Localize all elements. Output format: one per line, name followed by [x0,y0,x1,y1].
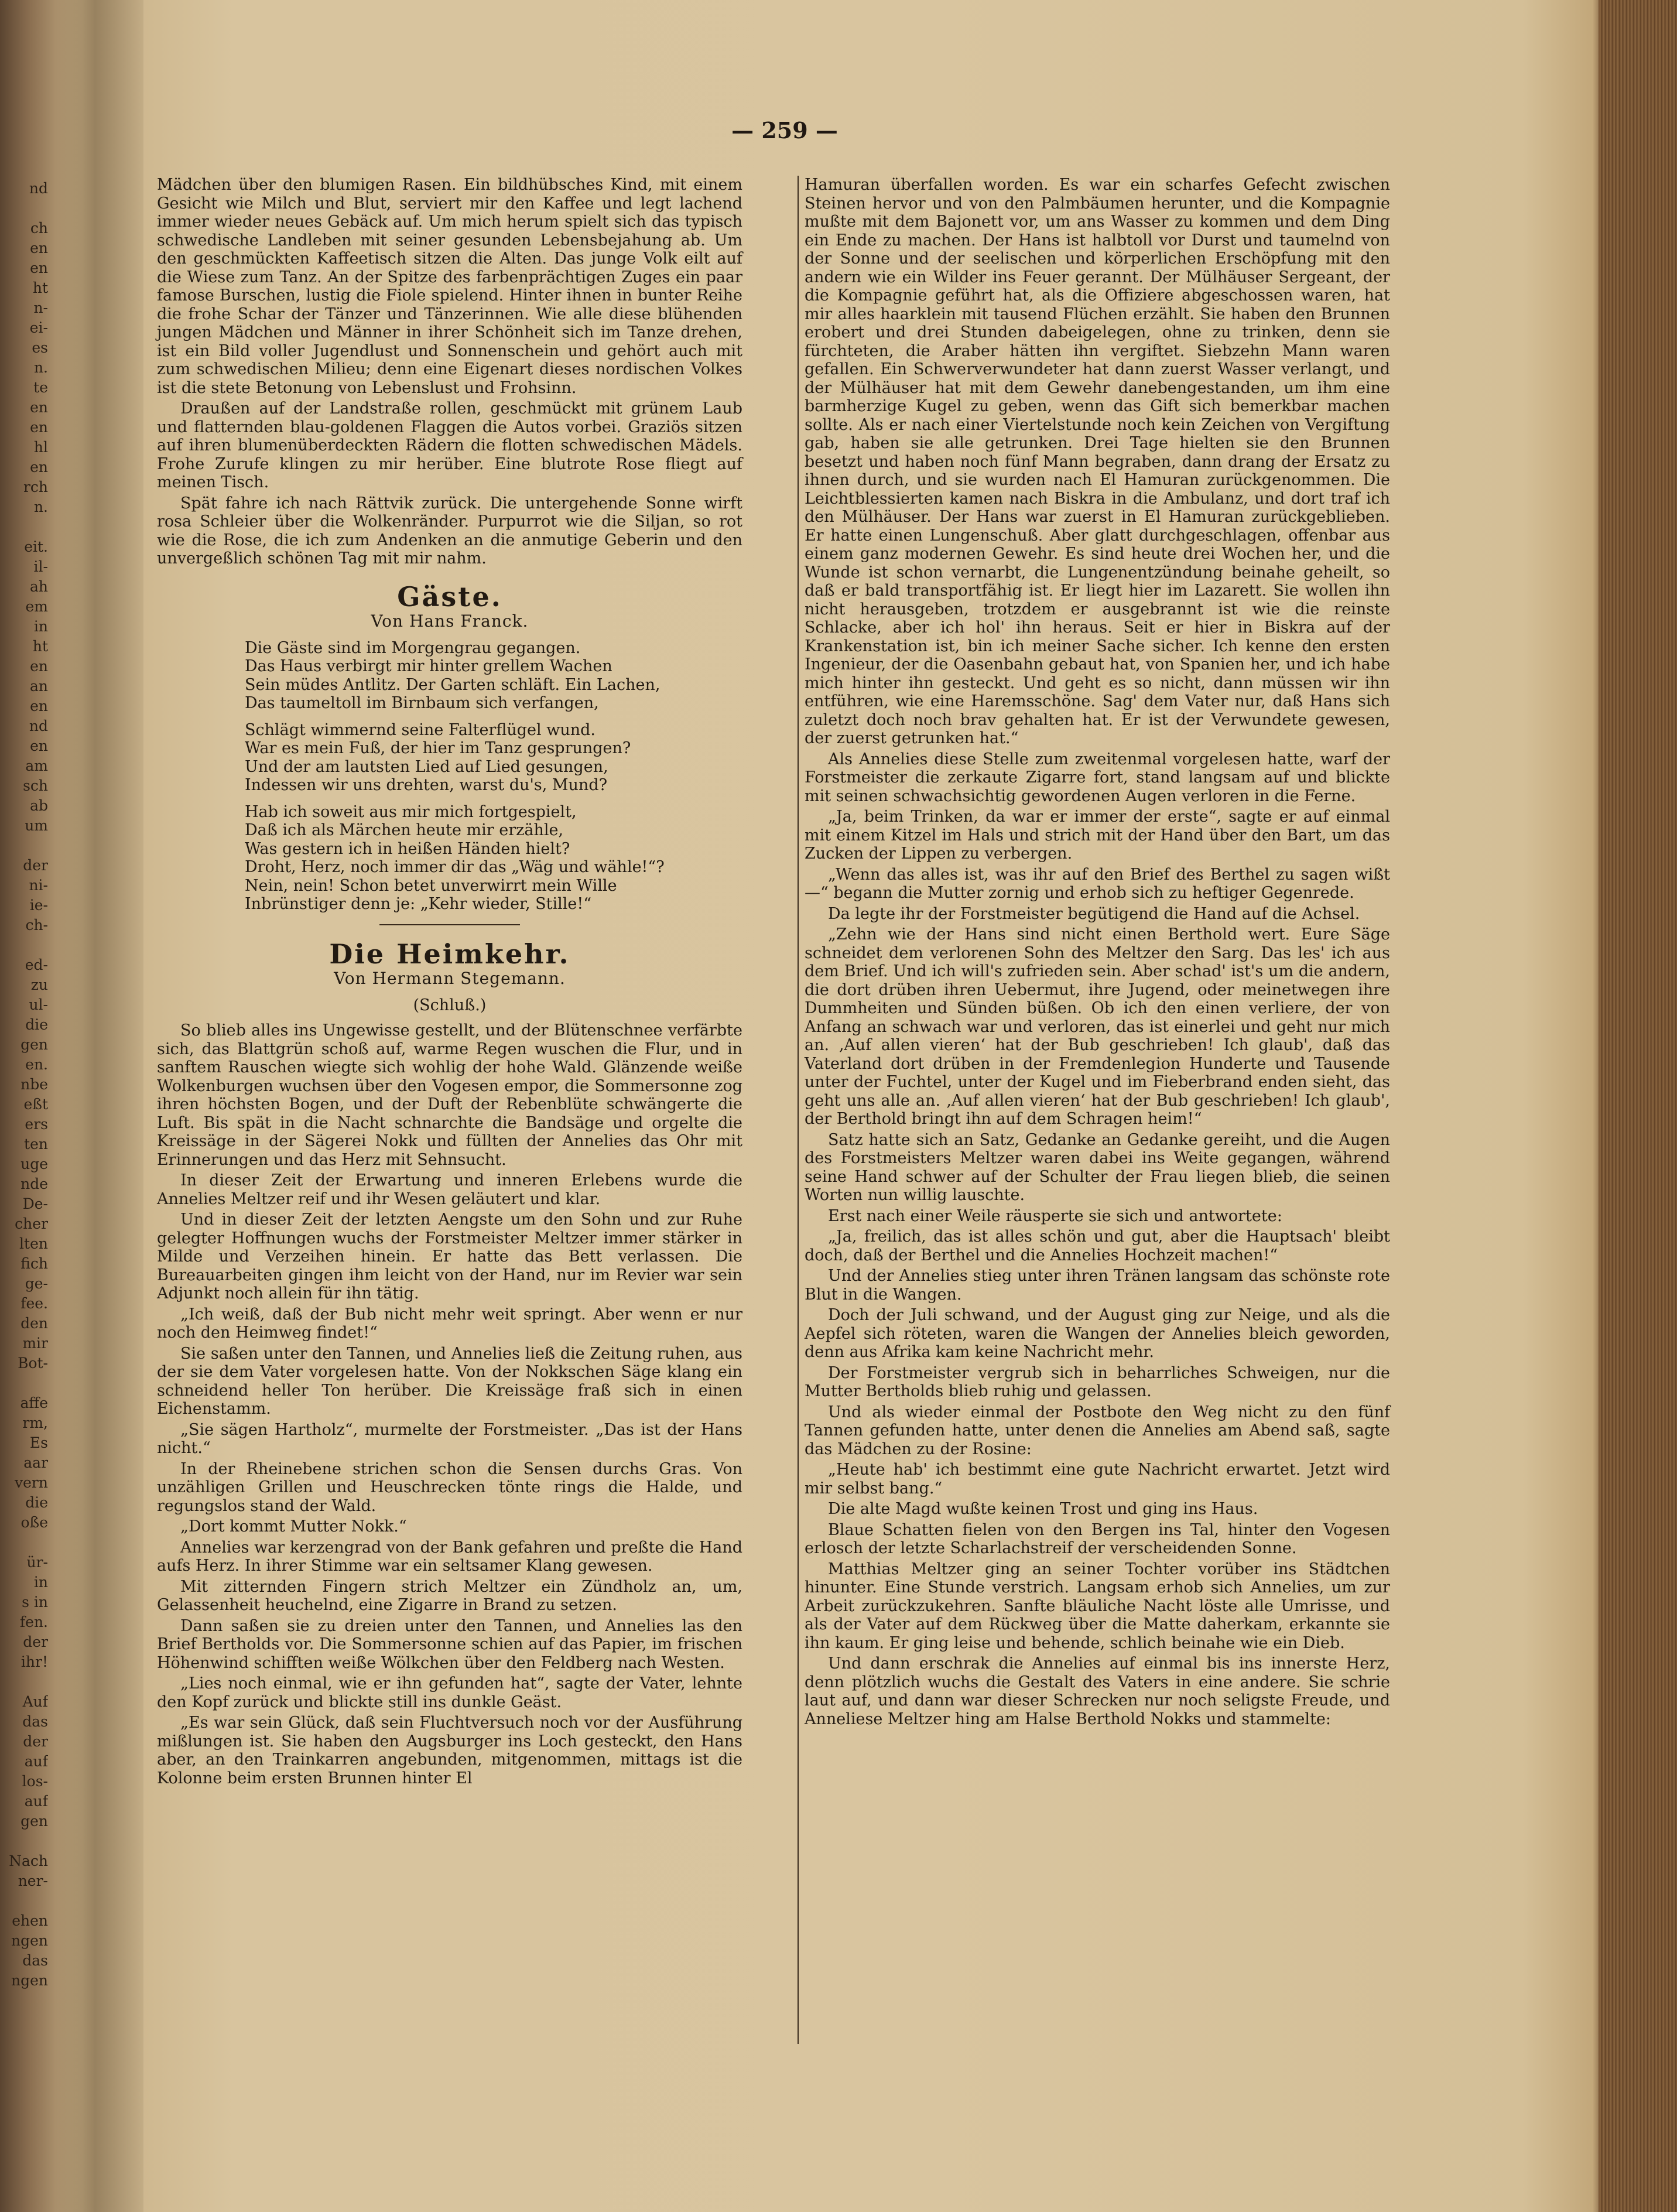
margin-fragment [2,1373,48,1393]
margin-fragment [2,1533,48,1553]
margin-fragment: en [30,259,48,276]
margin-fragment: s in [22,1594,48,1611]
margin-fragment: cher [15,1215,48,1232]
margin-fragment: te [33,379,48,396]
margin-fragment: ür- [26,1554,48,1571]
paragraph: Da legte ihr der Forstmeister begütigend die Hand auf die Achsel. [828,904,1360,923]
story-note: (Schluß.) [413,996,487,1014]
story-author: Von Hermann Stegemann. [334,969,566,988]
margin-fragment: hl [33,439,48,456]
margin-fragment: ner- [18,1872,48,1889]
margin-fragment: ge- [25,1275,48,1292]
margin-fragment: die [25,1494,48,1511]
margin-fragment: Auf [22,1693,48,1710]
paragraph: „Dort kommt Mutter Nokk.“ [180,1517,407,1536]
story-title: Die Heimkehr. [329,938,570,970]
book-page-edges [1599,0,1677,2212]
margin-fragment: en [30,737,48,754]
margin-fragment: den [20,1315,48,1332]
margin-fragment: Nach [9,1852,48,1869]
poem-line: Hab ich soweit aus mir mich fortgespielt, [245,802,577,821]
poem-title: Gäste. [397,580,502,613]
margin-fragment [2,199,48,218]
margin-fragment: gen [20,1813,48,1830]
margin-fragment: en [30,399,48,416]
margin-fragment: ht [32,638,48,655]
margin-fragment: n- [33,299,48,316]
margin-fragment: Bot- [18,1355,48,1372]
poem-line: Droht, Herz, noch immer dir das „Wäg und wähle!“? [245,858,665,876]
paragraph: „Ja, beim Trinken, da war er immer der erste“, sagte er auf einmal mit einem Kitzel im Hals und strich mit der Hand über den Bart, um das Zucken der Lippen zu verbergen. [805,808,1390,863]
margin-fragment: nd [29,180,48,197]
poem-line: Schlägt wimmernd seine Falterflügel wund. [245,720,595,739]
margin-fragment: fen. [19,1613,48,1630]
margin-fragment [2,836,48,856]
margin-fragment: n. [33,498,48,515]
margin-fragment: il- [33,558,48,575]
poem-stanza [245,721,742,795]
paragraph: Als Annelies diese Stelle zum zweitenmal vorgelesen hatte, warf der Forstmeister die zerkaute Zigarre fort, stand langsam auf und blickte mit seinen schwachsichtig gewordenen Augen verloren in die Ferne. [805,750,1390,805]
margin-fragment: ul- [29,996,48,1013]
margin-fragment: der [23,1733,48,1750]
poem-line: War es mein Fuß, der hier im Tanz gesprungen? [245,739,631,757]
poem-line: Inbrünstiger denn je: „Kehr wieder, Stille!“ [245,895,592,913]
margin-fragment: der [23,1633,48,1650]
margin-fragment: es [32,339,48,356]
margin-fragment: gen [20,1036,48,1053]
paragraph: „Lies noch einmal, wie er ihn gefunden hat“, sagte der Vater, lehnte den Kopf zurück und blickte still ins dunkle Geäst. [157,1674,742,1711]
margin-fragment: rm, [22,1414,48,1431]
margin-fragment: en. [25,1056,48,1073]
paragraph: Und als wieder einmal der Postbote den Weg nicht zu den fünf Tannen gefunden hatte, unter denen die Annelies am Abend saß, sagte das Mädchen zu der Rosine: [805,1403,1390,1458]
paragraph: In dieser Zeit der Erwartung und inneren Erlebens wurde die Annelies Meltzer reif und ihr Wesen geläutert und klar. [157,1171,742,1208]
margin-fragment: an [29,678,48,695]
poem-stanza [245,639,742,713]
margin-fragment: in [33,1574,48,1591]
margin-fragment: in [33,618,48,635]
paragraph: Und dann erschrak die Annelies auf einmal bis ins innerste Herz, denn plötzlich wuchs die Gestalt des Vaters in eine andere. Sie schrie laut auf, und dann war dieser Schrecken nur noch seligste Freude, und Anneliese Meltzer hing am Halse Berthold Nokks und stammelte: [805,1654,1390,1728]
paragraph: Matthias Meltzer ging an seiner Tochter vorüber ins Städtchen hinunter. Eine Stunde verstrich. Langsam erhob sich Annelies, um zur Arbeit zurückzukehren. Sanfte bläuliche Nacht löste alle Umrisse, und als der Vater auf dem Rückweg über die Matte daherkam, erkannte sie ihn kaum. Er ging leise und behende, schlich beinahe wie ein Dieb. [805,1560,1390,1652]
paragraph: Annelies war kerzengrad von der Bank gefahren und preßte die Hand aufs Herz. In ihrer Stimme war ein seltsamer Klang gewesen. [157,1538,742,1575]
poem-line: Das Haus verbirgt mir hinter grellem Wachen [245,657,612,675]
paragraph: Doch der Juli schwand, und der August ging zur Neige, und als die Aepfel sich röteten, waren die Wangen der Annelies bleich geworden, denn aus Afrika kam keine Nachricht mehr. [805,1306,1390,1361]
poem-line: Sein müdes Antlitz. Der Garten schläft. Ein Lachen, [245,675,660,694]
paragraph: So blieb alles ins Ungewisse gestellt, und der Blütenschnee verfärbte sich, das Blattgrün schoß auf, warme Regen wuschen die Flur, und in sanftem Rauschen wiegte sich wohlig der hohe Wald. Glänzende weiße Wolkenburgen wuchsen über den Vogesen empor, die Sommersonne zog ihren höchsten Bogen, und der Duft der Rebenblüte schwängerte die Luft. Bis spät in die Nacht schnarchte die Bandsäge und orgelte die Kreissäge in der Sägerei Nokk und füllten der Annelies das Ohr mit Erinnerungen und das Herz mit Sehnsucht. [157,1021,742,1169]
margin-fragment: Es [29,1434,48,1451]
paragraph: Mädchen über den blumigen Rasen. Ein bildhübsches Kind, mit einem Gesicht wie Milch und Blut, serviert mir den Kaffee und legt lachend immer wieder neues Gebäck auf. Um mich herum spielt sich das typisch schwedische Landleben mit seiner gesunden Lebensbejahung ab. Um den geschmückten Kaffeetisch sitzen die Alten. Das junge Volk eilt auf die Wiese zum Tanz. An der Spitze des farbenprächtigen Zuges ein paar famose Burschen, lustig die Fiole spielend. Hinter ihnen in bunter Reihe die frohe Schar der Tänzer und Tänzerinnen. Wie alle diese blühenden jungen Mädchen und Männer in ihrer Schönheit sich im Tanze drehen, ist ein Bild voller Jugendlust und Sonnenschein und gehört auch mit zum schwedischen Milieu; denn eine Eigenart dieses nordischen Volkes ist die stete Betonung von Lebenslust und Frohsinn. [157,176,742,397]
paragraph: „Wenn das alles ist, was ihr auf den Brief des Berthel zu sagen wißt —“ begann die Mutter zornig und erhob sich zu heftiger Gegenrede. [805,865,1390,902]
margin-fragment: ed- [25,956,48,973]
paragraph: Die alte Magd wußte keinen Trost und ging ins Haus. [828,1500,1258,1518]
margin-fragment: en [30,240,48,257]
margin-fragment: eit. [24,538,48,555]
margin-fragment: ngen [11,1972,48,1989]
margin-fragment: auf [24,1753,48,1770]
poem-line: Daß ich als Märchen heute mir erzähle, [245,821,564,839]
paragraph: „Heute hab' ich bestimmt eine gute Nachricht erwartet. Jetzt wird mir selbst bang.“ [805,1461,1390,1498]
margin-fragment: oße [20,1514,48,1531]
poem-line: Und der am lautsten Lied auf Lied gesungen, [245,757,608,776]
paragraph: Mit zitternden Fingern strich Meltzer ein Zündholz an, um, Gelassenheit heuchelnd, eine Zigarre in Brand zu setzen. [157,1577,742,1614]
paragraph: Satz hatte sich an Satz, Gedanke an Gedanke gereiht, und die Augen des Forstmeisters Meltzer waren dabei ins Weite gegangen, während seine Hand schwer auf der Schulter der Frau liegen blieb, die seinen Worten nun willig lauschte. [805,1130,1390,1204]
margin-fragment [2,1831,48,1851]
left-column [157,176,742,1790]
poem-line: Nein, nein! Schon betet unverwirrt mein Wille [245,876,617,895]
margin-fragment: ni- [29,877,48,894]
poem-line: Das taumeltoll im Birnbaum sich verfangen, [245,694,599,712]
facing-page-fragments [2,179,48,1991]
poem-line: Was gestern ich in heißen Händen hielt? [245,839,570,858]
paragraph: Blaue Schatten fielen von den Bergen ins Tal, hinter den Vogesen erlosch der letzte Scharlachstreif der verscheidenden Sonne. [805,1520,1390,1557]
margin-fragment: rch [23,478,48,495]
page-number: — 259 — [731,117,838,143]
article-continuation [157,176,742,568]
section-divider [379,924,520,925]
paragraph: „Ja, freilich, das ist alles schön und gut, aber die Hauptsach' bleibt doch, daß der Berthel und die Annelies Hochzeit machen!“ [805,1228,1390,1264]
margin-fragment: ten [24,1136,48,1153]
paragraph: „Ich weiß, daß der Bub nicht mehr weit springt. Aber wenn er nur noch den Heimweg findet!“ [157,1305,742,1342]
margin-fragment: mir [22,1335,48,1352]
margin-fragment: los- [22,1773,48,1790]
paragraph: „Zehn wie der Hans sind nicht einen Berthold wert. Eure Säge schneidet dem verlorenen Sohn des Meltzer den Sarg. Das les' ich aus dem Brief. Und ich will's zufrieden sein. Aber schad' ist's um die andern, die dort drüben ihren Uebermut, ihre Jugend, oder meinetwegen ihre Dummheiten und Sünden büßen. Ob ich den einen verliere, der von Anfang an schwach war und verloren, das ist einerlei und geht nur mich an. ‚Auf allen vieren‘ hat der Bub geschrieben! Ich glaub', daß das Vaterland dort drüben in der Fremdenlegion Hunderte und Tausende unter der Fuchtel, unter der Kugel und im Fieberbrand enden sieht, das geht uns alle an. ‚Auf allen vieren‘ hat der Bub geschrieben! Ich glaub', der Berthold bringt ihn auf dem Schragen heim!“ [805,925,1390,1128]
margin-fragment: ihr! [20,1653,48,1670]
margin-fragment: De- [22,1195,48,1212]
right-column [805,176,1390,1731]
paragraph: Erst nach einer Weile räusperte sie sich und antwortete: [828,1206,1282,1225]
column-rule [798,176,799,2044]
margin-fragment: aar [23,1454,48,1471]
margin-fragment: ers [25,1116,48,1133]
margin-fragment: fich [20,1255,48,1272]
paragraph: In der Rheinebene strichen schon die Sensen durchs Gras. Von unzähligen Grillen und Heuschrecken tönte rings die Halde, und regungslos stand der Wald. [157,1459,742,1515]
margin-fragment: ie- [29,897,48,914]
margin-fragment [2,1672,48,1692]
poem-line: Indessen wir uns drehten, warst du's, Mund? [245,776,608,794]
paragraph: Dann saßen sie zu dreien unter den Tannen, und Annelies las den Brief Bertholds vor. Die Sommersonne schien auf das Papier, im frischen Höhenwind schifften weiße Wölkchen über den Feldberg nach Westen. [157,1616,742,1672]
margin-fragment: sch [23,777,48,794]
poem-line: Die Gäste sind im Morgengrau gegangen. [245,638,581,657]
paragraph: „Es war sein Glück, daß sein Fluchtversuch noch vor der Ausführung mißlungen ist. Sie haben den Augsburger ins Loch gesteckt, den Hans aber, an den Trainkarren angebunden, mitgenommen, mittags ist die Kolonne beim ersten Brunnen hinter El [157,1714,742,1787]
margin-fragment: ngen [11,1932,48,1949]
margin-fragment: uge [20,1155,48,1172]
paragraph: Der Forstmeister vergrub sich in beharrliches Schweigen, nur die Mutter Bertholds blieb ruhig und gelassen. [805,1363,1390,1400]
margin-fragment: affe [20,1394,48,1411]
poem-body [245,639,742,914]
poem-stanza [245,803,742,914]
margin-fragment: en [30,459,48,476]
margin-fragment: fee. [20,1295,48,1312]
margin-fragment: ehen [12,1912,48,1929]
margin-fragment: em [25,598,48,615]
margin-fragment: auf [24,1793,48,1810]
margin-fragment: die [25,1016,48,1033]
margin-fragment: nde [20,1175,48,1192]
paragraph: Spät fahre ich nach Rättvik zurück. Die untergehende Sonne wirft rosa Schleier über die Wolkenränder. Purpurrot wie die Siljan, so rot wie die Rose, die ich zum Andenken an die anmutige Geberin und den unvergeßlich schönen Tag mit mir nahm. [157,494,742,567]
margin-fragment: en [30,698,48,714]
margin-fragment [2,1891,48,1911]
story-continuation [805,176,1390,1728]
margin-fragment: ch- [25,917,48,934]
book-gutter-shadow [56,0,143,2212]
margin-fragment: lten [19,1235,48,1252]
paragraph: Und der Annelies stieg unter ihren Tränen langsam das schönste rote Blut in die Wangen. [805,1267,1390,1304]
margin-fragment: eßt [23,1096,48,1113]
paragraph: Draußen auf der Landstraße rollen, geschmückt mit grünem Laub und flatternden blau-goldenen Flaggen die Autos vorbei. Graziös sitzen auf ihren blumenüberdeckten Rädern die flotten schwedischen Mädels. Frohe Zurufe klingen zu mir herüber. Eine blutrote Rose fliegt auf meinen Tisch. [157,399,742,491]
margin-fragment: um [25,817,48,834]
margin-fragment: ei- [29,319,48,336]
margin-fragment: ah [29,578,48,595]
margin-fragment: ht [32,279,48,296]
margin-fragment: das [22,1952,48,1969]
margin-fragment: en [30,658,48,675]
margin-fragment: vern [15,1474,48,1491]
margin-fragment: zu [30,976,48,993]
margin-fragment: n. [33,359,48,376]
margin-fragment: nbe [20,1076,48,1093]
poem-author: Von Hans Franck. [371,611,529,631]
margin-fragment [2,517,48,537]
margin-fragment: en [30,419,48,436]
margin-fragment: ab [30,797,48,814]
margin-fragment: am [25,757,48,774]
margin-fragment: der [23,857,48,874]
margin-fragment: ch [30,220,48,237]
margin-fragment [2,935,48,955]
margin-fragment: das [22,1713,48,1730]
story-body [157,1021,742,1787]
paragraph: „Sie sägen Hartholz“, murmelte der Forstmeister. „Das ist der Hans nicht.“ [157,1420,742,1457]
paragraph: Sie saßen unter den Tannen, und Annelies ließ die Zeitung ruhen, aus der sie dem Vater vorgelesen hatte. Von der Nokkschen Säge klang ein schneidend heller Ton herüber. Die Kreissäge fraß sich in einen Eichenstamm. [157,1344,742,1418]
paragraph: Und in dieser Zeit der letzten Aengste um den Sohn und zur Ruhe gelegter Hoffnungen wuchs der Forstmeister Meltzer immer stärker in Milde und Verzeihen hinein. Er hatte das Bett verlassen. Die Bureauarbeiten gingen ihm leicht von der Hand, nur im Revier war sein Adjunkt noch allein für ihn tätig. [157,1211,742,1302]
margin-fragment: nd [29,717,48,734]
paragraph: Hamuran überfallen worden. Es war ein scharfes Gefecht zwischen Steinen hervor und von den Palmbäumen herunter, und die Kompagnie mußte mit dem Bajonett vor, um ans Wasser zu kommen und dem Ding ein Ende zu machen. Der Hans ist halbtoll vor Durst und taumelnd von der Sonne und der seelischen und körperlichen Erschöpfung mit den andern wie ein Wilder ins Feuer gerannt. Der Mülhäuser Sergeant, der die Kompagnie geführt hat, als die Offiziere abgeschossen waren, hat mir alles haarklein mit tausend Flüchen erzählt. Sie haben den Brunnen erobert und drei Stunden dabeigelegen, ohne zu trinken, denn sie fürchteten, die Araber hätten ihn vergiftet. Siebzehn Mann waren gefallen. Ein Schwerverwundeter hat dann zuerst Wasser verlangt, und der Mülhäuser hat mit dem Gewehr danebengestanden, um ihm eine barmherzige Kugel zu geben, wenn das Gift sich bemerkbar machen sollte. Als er nach einer Viertelstunde noch kein Zeichen von Vergiftung gab, haben sie alle getrunken. Drei Tage hielten sie den Brunnen besetzt und haben noch fünf Mann begraben, dann drang der Ersatz zu ihnen durch, und sie wurden nach El Hamuran zurückgenommen. Die Leichtblessierten kamen nach Biskra in die Ambulanz, und dort traf ich den Mülhäuser. Der Hans war zuerst in El Hamuran zurückgeblieben. Er hatte einen Lungenschuß. Aber glatt durchgeschlagen, offenbar aus einem ganz modernen Gewehr. Es sind heute drei Wochen her, und die Wunde ist schon vernarbt, die Lungenentzündung beinahe geheilt, so daß er bald transportfähig ist. Er liegt hier im Lazarett. Sie wollen ihn nicht herausgeben, trotzdem er ausgebrannt ist wie die reinste Schlacke, aber ich hol' ihn heraus. Seit er hier in Biskra auf der Krankenstation ist, bin ich meiner Sache sicher. Ich kenne den ersten Ingenieur, der die Oasenbahn gebaut hat, von Spanien her, und ich habe mich hinter ihn gesteckt. Und geht es so nicht, dann müssen wir ihn entführen, wie eine Haremsschöne. Sag' dem Vater nur, daß Hans sich zuletzt doch noch brav gehalten hat. Er ist der Verwundete gewesen, der zuerst getrunken hat.“ [805,176,1390,747]
